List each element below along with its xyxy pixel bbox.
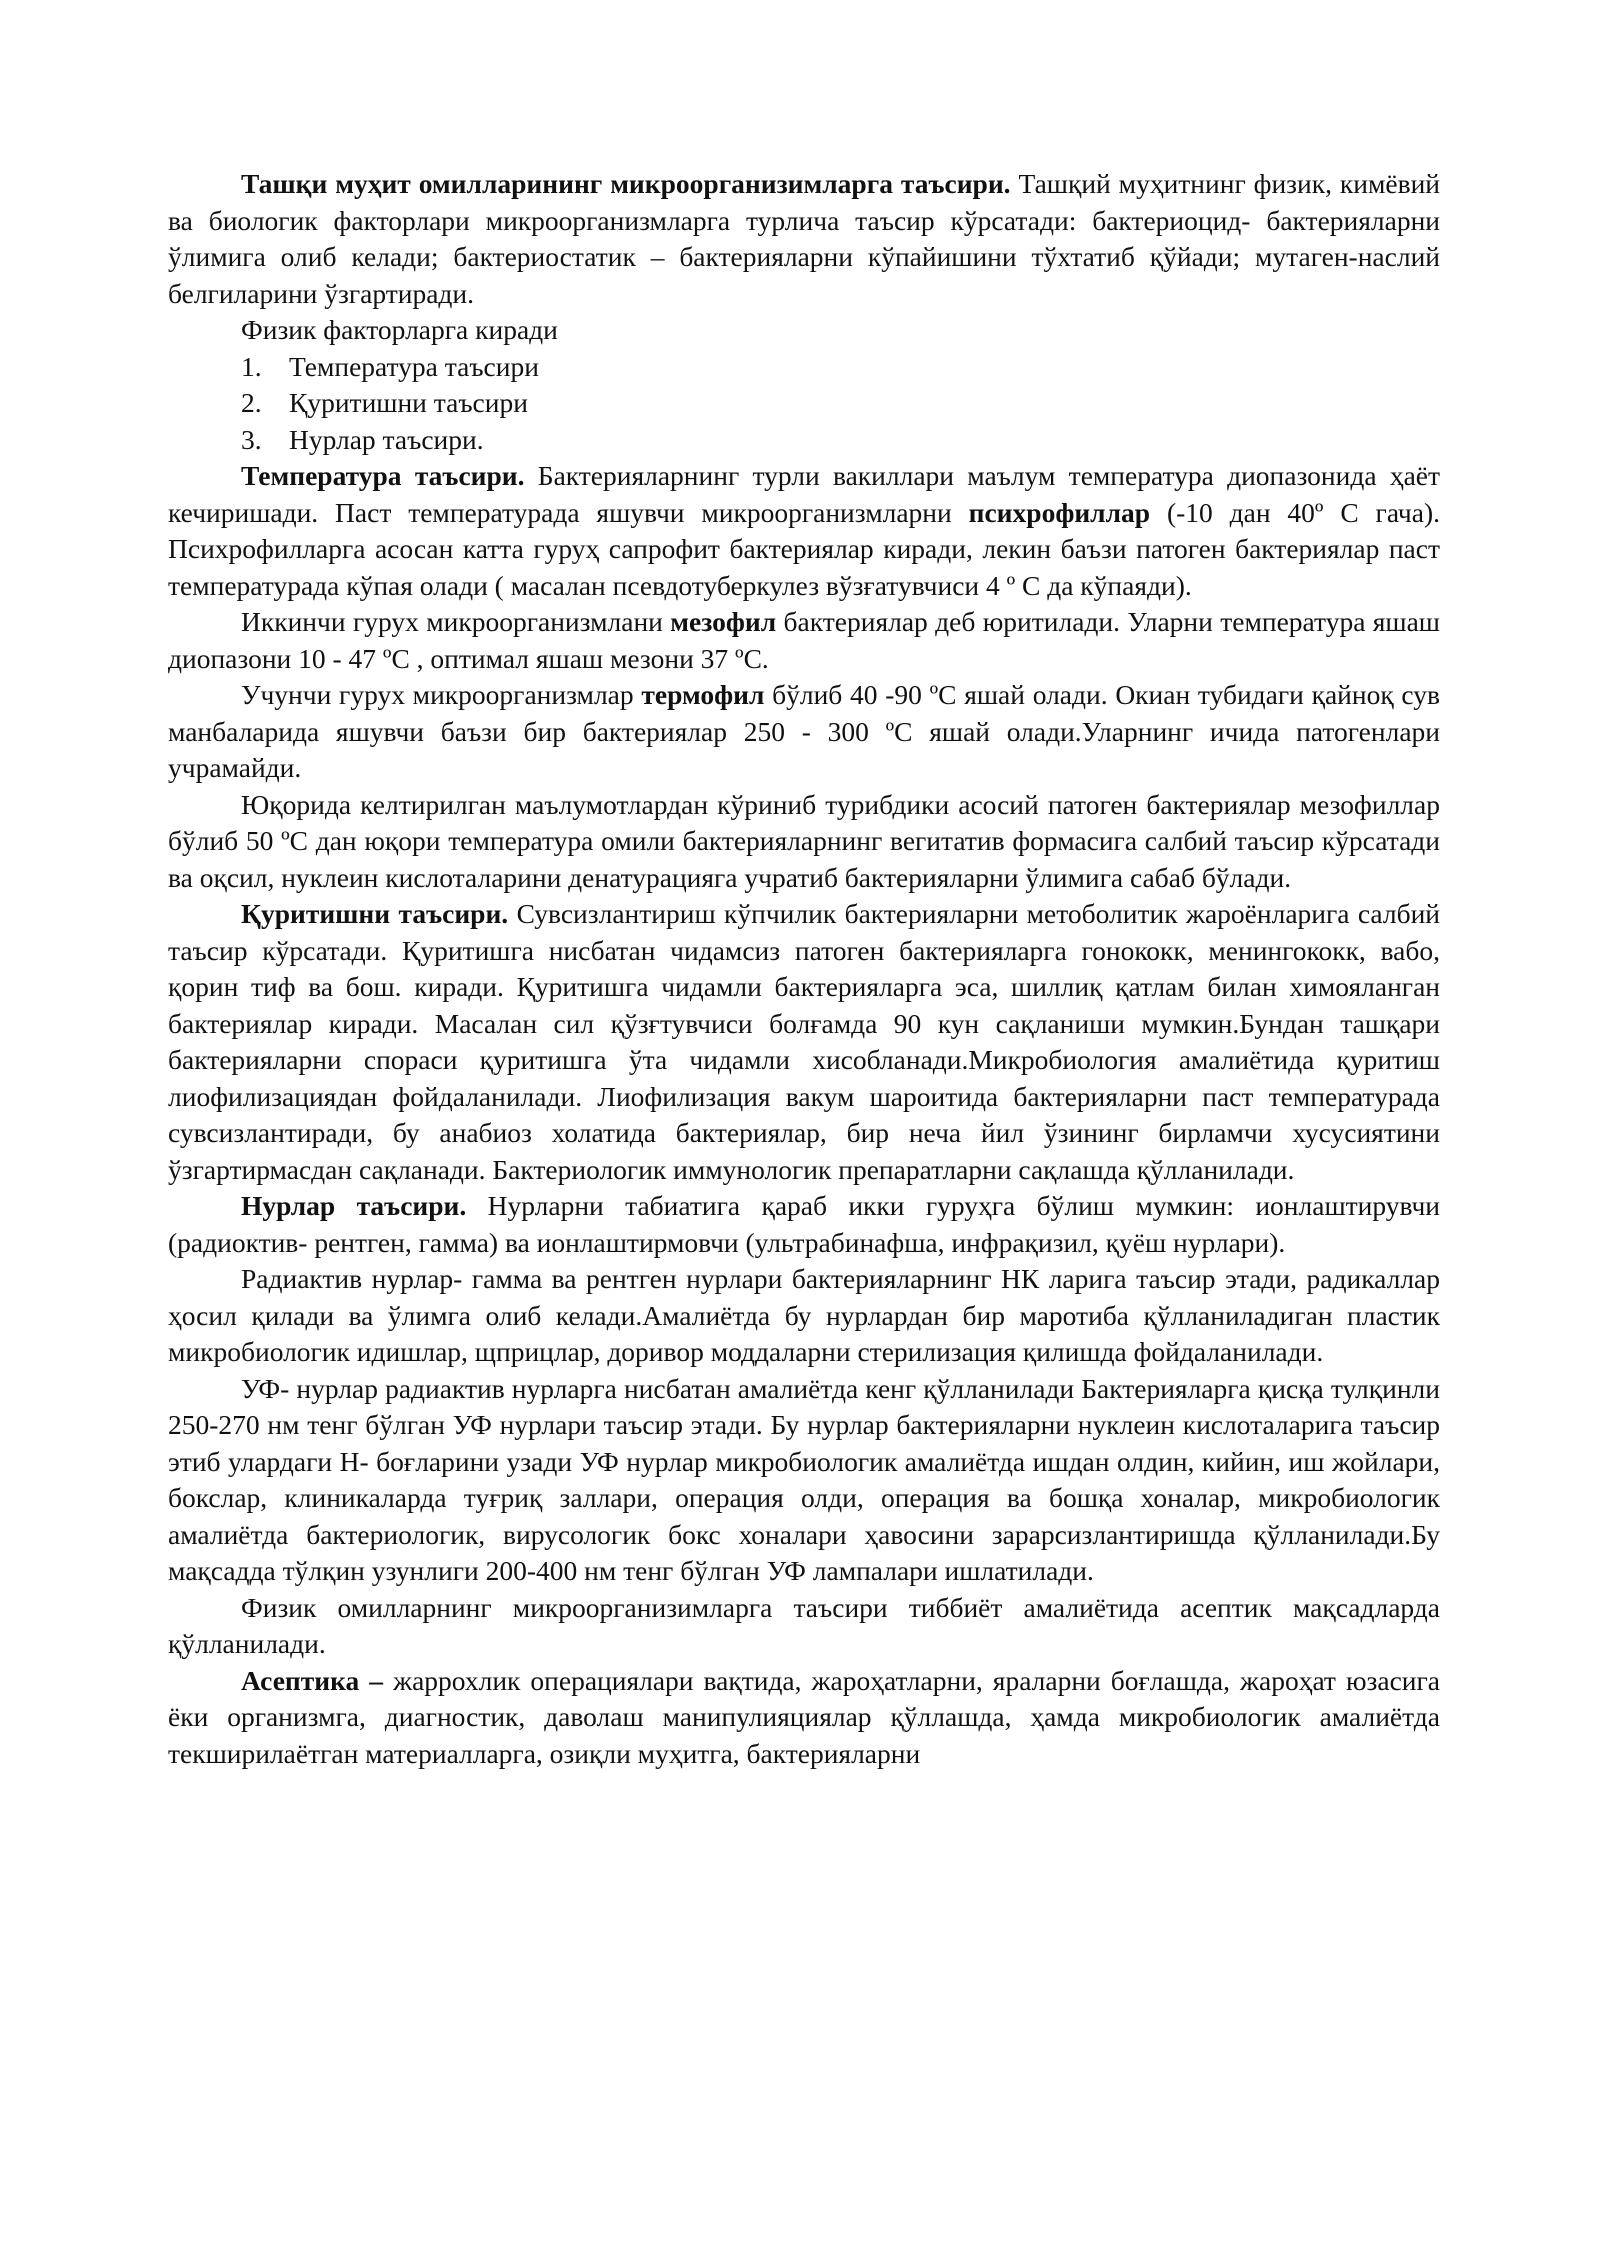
asepsis-text: жаррохлик операциялари вақтида, жароҳатларни, яраларни боғлашда, жароҳат юзасига ёки организмга, диагностик, даволаш манипулияциялар қўллашда, ҳамда микробиологик амалиётда текширилаётган материалларга, озиқли муҳитга, бактерияларни xyxy=(168,1664,1440,1769)
temperature-heading: Температура таъсири. xyxy=(241,460,525,491)
document-page xyxy=(168,166,1440,1772)
mesophile-text-a: Иккинчи гурух микроорганизмлани xyxy=(241,606,671,637)
intro-text: Ташқий муҳитнинг физик, кимёвий ва биологик факторлари микроорганизмларга турлича таъсир кўрсатади: бактериоцид- бактерияларни ўлимига олиб келади; бактериостатик – бактерияларни кўпайишини тўхтатиб қўйади; мутаген-наслий белгиларини ўзгартиради. xyxy=(168,168,1440,309)
drying-heading: Қуритишни таъсири. xyxy=(241,898,509,929)
mesophile-paragraph xyxy=(168,604,1440,677)
thermophile-paragraph xyxy=(168,677,1440,787)
mesophile-text-b: бактериялар деб юритилади. Уларни температура яшаш диопазони 10 - 47 ºС , оптимал яшаш мезони 37 ºС. xyxy=(168,606,1440,674)
drying-paragraph xyxy=(168,896,1440,1188)
mesophile-term: мезофил xyxy=(670,606,777,637)
physical-summary-paragraph: Физик омилларнинг микроорганизимларга таъсири тиббиёт амалиётида асептик мақсадларда қўлланилади. xyxy=(168,1591,1440,1659)
radiation-text: Нурларни табиатига қараб икки гуруҳга бўлиш мумкин: ионлаштирувчи (радиоктив- рентген, гамма) ва ионлаштирмовчи (ультрабинафша, инфрақизил, қуёш нурлари). xyxy=(168,1190,1440,1258)
temperature-summary-paragraph: Юқорида келтирилган маълумотлардан кўриниб турибдики асосий патоген бактериялар мезофиллар бўлиб 50 ºС дан юқори температура омили бактерияларнинг вегитатив формасига салбий таъсир кўрсатади ва оқсил, нуклеин кислоталарини денатурацияга учратиб бактерияларни ўлимига сабаб бўлади. xyxy=(168,788,1440,893)
psychrophile-term: психрофиллар xyxy=(968,496,1151,528)
list-item-label: Температура таъсири xyxy=(289,350,539,382)
thermophile-term: термофил xyxy=(641,679,765,710)
list-item-number: 1. xyxy=(241,350,262,382)
drying-text: Сувсизлантириш кўпчилик бактерияларни метоболитик жароёнларига салбий таъсир кўрсатади. Қуритишга нисбатан чидамсиз патоген бактерияларга гонококк, менингококк, вабо, қорин тиф ва бош. киради. Қуритишга чидамли бактерияларга эса, шиллиқ қатлам билан химояланган бактериялар киради. Масалан сил қўзғтувчиси болғамда 90 кун сақланиши мумкин.Бундан ташқари бактерияларни спораси қуритишга ўта чидамли хисобланади.Микробиология амалиётида қуритиш лиофилизациядан фойдаланилади. Лиофилизация вакум шароитида бактерияларни паст температурада сувсизлантиради, бу анабиоз холатида бактериялар, бир неча йил ўзининг бирламчи хусусиятини ўзгартирмасдан сақланади. Бактериологик иммунологик препаратларни сақлашда қўлланилади. xyxy=(168,898,1441,1185)
temperature-text-b: (-10 дан 40º С гача). Психрофилларга асосан катта гуруҳ сапрофит бактериялар киради, лекин баъзи патоген бактериялар паст температурада кўпая олади ( масалан псевдотуберкулез вўзғатувчиси 4 º С да кўпаяди). xyxy=(168,496,1440,601)
thermophile-text-a: Учунчи гурух микроорганизмлар xyxy=(241,679,642,710)
asepsis-paragraph xyxy=(168,1663,1440,1773)
list-item xyxy=(168,422,1440,459)
uv-paragraph: УФ- нурлар радиактив нурларга нисбатан амалиётда кенг қўлланилади Бактерияларга қисқа тулқинли 250-270 нм тенг бўлган УФ нурлари таъсир этади. Бу нурлар бактерияларни нуклеин кислоталарига таъсир этиб улардаги Н- боғларини узади УФ нурлар микробиологик амалиётда ишдан олдин, кийин, иш жойлари, бокслар, клиникаларда туғриқ заллари, операция олди, операция ва бошқа хоналар, микробиологик амалиётда бактериологик, вирусологик бокс хоналари ҳавосини зарарсизлантиришда қўлланилади.Бу мақсадда тўлқин узунлиги 200-400 нм тенг бўлган УФ лампалари ишлатилади. xyxy=(168,1372,1440,1586)
factors-intro: Физик факторларга киради xyxy=(241,314,558,345)
asepsis-heading: Асептика – xyxy=(241,1664,384,1696)
list-item-label: Қуритишни таъсири xyxy=(289,387,528,418)
radiation-paragraph xyxy=(168,1188,1440,1261)
thermophile-text-b: бўлиб 40 -90 ºС яшай олади. Окиан тубидаги қайноқ сув манбаларида яшувчи баъзи бир бактериялар 250 - 300 ºС яшай олади.Уларнинг ичида патогенлари учрамайди. xyxy=(168,679,1441,783)
intro-paragraph xyxy=(168,166,1440,312)
intro-heading: Ташқи муҳит омилларининг микроорганизимларга таъсири. xyxy=(241,168,1011,199)
list-item-number: 3. xyxy=(241,423,262,455)
radioactive-paragraph: Радиактив нурлар- гамма ва рентген нурлари бактерияларнинг НК ларига таъсир этади, радикаллар ҳосил қилади ва ўлимга олиб келади.Амалиётда бу нурлардан бир маротиба қўлланиладиган пластик микробиологик идишлар, щприцлар, доривор моддаларни стерилизация қилишда фойдаланилади. xyxy=(168,1263,1440,1367)
radiation-heading: Нурлар таъсири. xyxy=(241,1190,467,1221)
factors-list xyxy=(168,349,1440,459)
list-item-label: Нурлар таъсири. xyxy=(289,423,484,455)
temperature-text-a: Бактерияларнинг турли вакиллари маълум температура диопазонида ҳаёт кечиришади. Паст температурада яшувчи микроорганизмларни xyxy=(168,460,1440,528)
list-item xyxy=(168,385,1440,422)
temperature-paragraph xyxy=(168,458,1440,604)
list-item-number: 2. xyxy=(241,387,262,418)
list-item xyxy=(168,349,1440,386)
